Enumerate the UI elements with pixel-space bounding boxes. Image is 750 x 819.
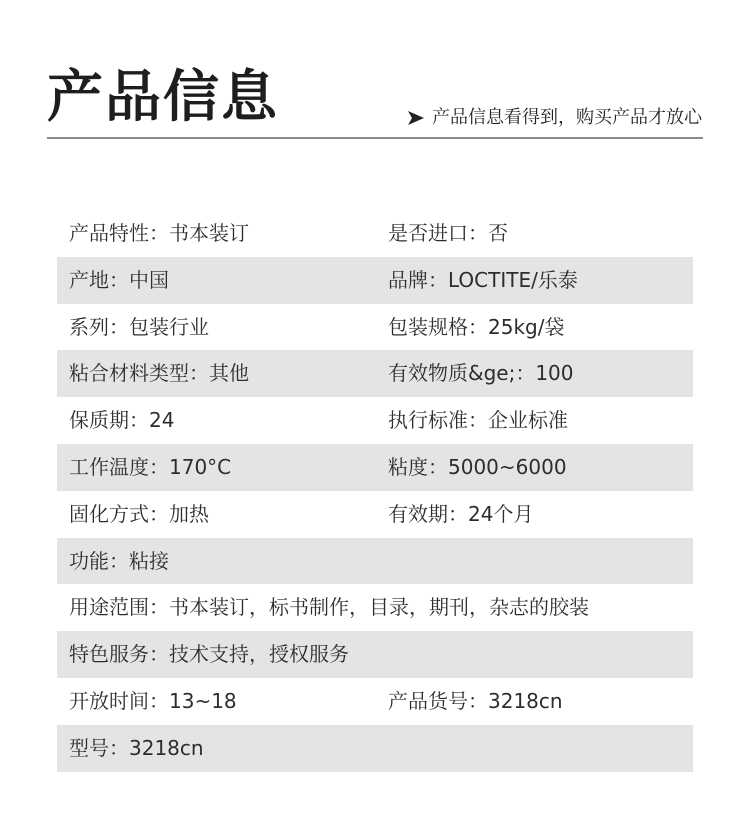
- tagline-text: 产品信息看得到，购买产品才放心: [432, 107, 702, 128]
- page-header: [0, 0, 750, 140]
- spec-cell-right: 粘度：5000~6000: [388, 454, 567, 479]
- spec-cell-left: 工作温度：170°C: [69, 454, 232, 479]
- spec-row: [57, 397, 693, 444]
- spec-cell-left: 型号：3218cn: [69, 735, 204, 760]
- spec-row: [57, 210, 693, 257]
- spec-cell-left: 特色服务：技术支持，授权服务: [69, 642, 349, 667]
- spec-cell-left: 产地：中国: [69, 267, 169, 292]
- spec-row: [57, 257, 693, 304]
- spec-cell-left: 产品特性：书本装订: [69, 221, 249, 245]
- spec-cell-left: 粘合材料类型：其他: [69, 361, 249, 386]
- spec-cell-right: 包装规格：25kg/袋: [388, 314, 565, 339]
- spec-cell-left: 保质期：24: [69, 408, 175, 433]
- tagline: [406, 104, 702, 132]
- spec-row: [57, 491, 693, 538]
- header-divider: [47, 137, 703, 139]
- spec-cell-right: 是否进口：否: [388, 221, 508, 245]
- spec-row: [57, 725, 693, 772]
- spec-cell-left: 用途范围：书本装订，标书制作，目录，期刊，杂志的胶装: [69, 595, 589, 620]
- spec-row: [57, 678, 693, 725]
- spec-cell-right: 执行标准：企业标准: [388, 408, 568, 433]
- spec-row: [57, 444, 693, 491]
- spec-cell-right: 有效物质&ge;：100: [388, 361, 574, 386]
- arrow-right-icon: [406, 108, 426, 128]
- spec-row: [57, 538, 693, 585]
- spec-row: [57, 350, 693, 397]
- spec-table: [57, 210, 693, 772]
- spec-cell-right: 产品货号：3218cn: [388, 688, 563, 713]
- spec-cell-left: 固化方式：加热: [69, 501, 209, 526]
- spec-row: [57, 584, 693, 631]
- spec-cell-left: 系列：包装行业: [69, 314, 209, 339]
- spec-row: [57, 304, 693, 351]
- spec-cell-left: 开放时间：13~18: [69, 688, 237, 713]
- spec-cell-right: 有效期：24个月: [388, 501, 534, 526]
- spec-row: [57, 631, 693, 678]
- spec-cell-left: 功能：粘接: [69, 548, 169, 573]
- page-title: 产品信息: [47, 65, 279, 130]
- spec-cell-right: 品牌：LOCTITE/乐泰: [388, 267, 578, 292]
